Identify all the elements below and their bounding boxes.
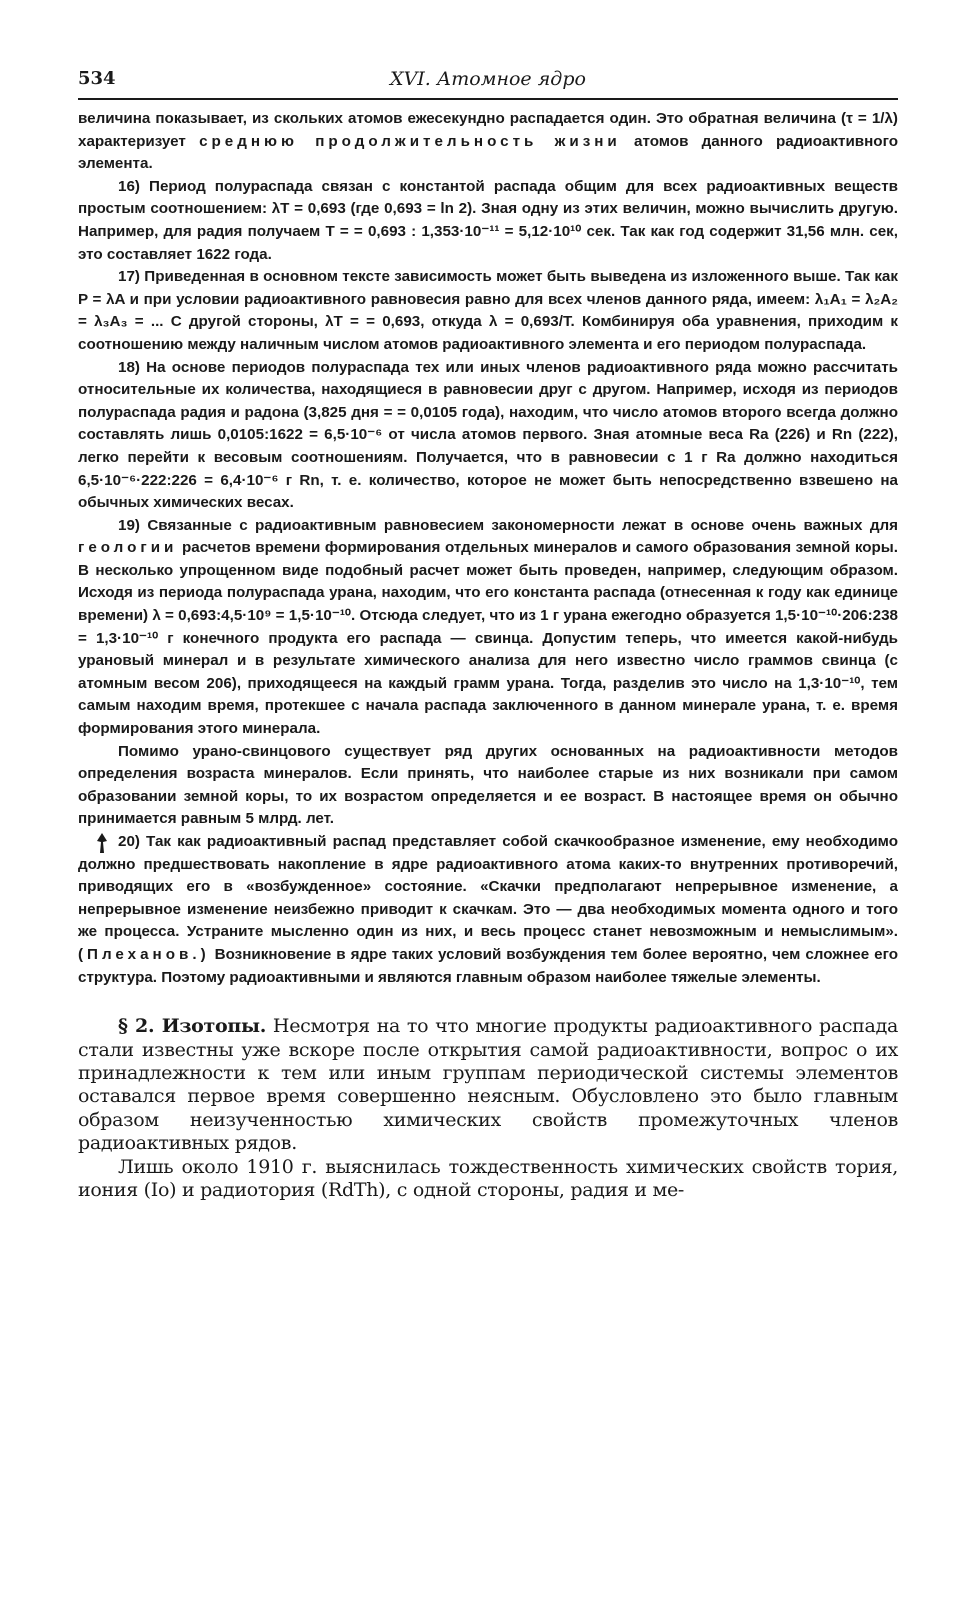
- note-19: [78, 515, 898, 741]
- section-isotopes: [78, 1015, 898, 1202]
- note-continuation: [78, 108, 898, 176]
- section-paragraph-2: Лишь около 1910 г. выяснилась тождественность химических свойств тория, иония (Io) и радиотория (RdTh), с одной стороны, радия и ме-: [78, 1155, 898, 1201]
- margin-mark-icon: [56, 833, 68, 853]
- spaced-author: (Плеханов.): [78, 945, 210, 963]
- section-paragraph-1: [78, 1015, 898, 1155]
- note-continuation-text: величина показывает, из скольких атомов ежесекундно распадается один. Это обратная величина (τ = 1/λ) характеризует: [78, 110, 898, 150]
- running-title: XVI. Атомное ядро: [390, 68, 586, 90]
- note-19-end: расчетов времени формирования отдельных минералов и самого образования земной коры. В несколько упрощенном виде подобный расчет может быть проведен, например, следующим образом. Исходя из периода полураспада урана, находим, что его константа распада (отнесенная к году как единице времени) λ = 0,693:4,5·10⁹ = 1,5·10⁻¹⁰. Отсюда следует, что из 1 г урана ежегодно образуется 1,5·10⁻¹⁰·206:238 = 1,3·10⁻¹⁰ г конечного продукта его распада — свинца. Допустим теперь, что имеется какой-нибудь урановый минерал и в результате химического анализа для него известно число граммов свинца (с атомным весом 206), приходящееся на каждый грамм урана. Тогда, разделив это число на 1,3·10⁻¹⁰, тем самым находим время, протекшее с начала распада заключенного в данном минерале урана, т. е. время формирования этого минерала.: [78, 539, 898, 738]
- note-20: [78, 831, 898, 989]
- note-20-end: Возникновение в ядре таких условий возбуждения тем более вероятно, чем сложнее его структура. Поэтому радиоактивными и являются главным образом наиболее тяжелые элементы.: [78, 945, 898, 986]
- note-16: 16) Период полураспада связан с константой распада общим для всех радиоактивных веществ простым соотношением: λT = 0,693 (где 0,693 = ln 2). Зная одну из этих величин, можно вычислить другую. Например, для радия получаем T = = 0,693 : 1,353·10⁻¹¹ = 5,12·10¹⁰ сек. Так как год содержит 31,56 млн. сек, это составляет 1622 года.: [78, 177, 898, 263]
- note-continuation-end: атомов данного радиоактивного элемента.: [78, 132, 898, 173]
- footnotes-block: [78, 108, 898, 989]
- section-heading: § 2. Изотопы.: [118, 1015, 267, 1038]
- page-header: [78, 62, 898, 100]
- note-17: 17) Приведенная в основном тексте зависимость может быть выведена из изложенного выше. Так как P = λA и при условии радиоактивного равновесия равно для всех членов данного ряда, имеем: λ₁A₁ = λ₂A₂ = λ₃A₃ = ... С другой стороны, λT = = 0,693, откуда λ = 0,693/T. Комбинируя оба уравнения, приходим к соотношению между наличным числом атомов радиоактивного элемента и его периодом полураспада.: [78, 268, 898, 353]
- page-number: 534: [78, 68, 116, 89]
- spaced-emphasis: среднюю продолжительность жизни: [199, 132, 621, 150]
- note-20-start: 20) Так как радиоактивный распад представляет собой скачкообразное изменение, ему необходимо должно предшествовать накопление в ядре радиоактивного атома каких-то внутренних противоречий, приводящих его в «возбужденное» состояние. «Скачки предполагают непрерывное изменение, а непрерывное изменение неизбежно приводит к скачкам. Это — два необходимых момента одного и того же процесса. Устраните мысленно один из них, и весь процесс станет невозможным и немыслимым».: [78, 833, 898, 941]
- section-paragraph-1-text: Несмотря на то что многие продукты радиоактивного распада стали известны уже вскоре после открытия самой радиоактивности, вопрос о их принадлежности к тем или иным группам периодической системы элементов оставался первое время совершенно неясным. Обусловлено это было главным образом неизученностью химических свойств промежуточных членов радиоактивных рядов.: [78, 1015, 898, 1155]
- note-19-continuation: Помимо урано-свинцового существует ряд других основанных на радиоактивности методов определения возраста минералов. Если принять, что наиболее старые из них возникали при самом образовании земной коры, то их возрастом определяется и ее возраст. В настоящее время он обычно принимается равным 5 млрд. лет.: [78, 742, 898, 828]
- note-19-start: 19) Связанные с радиоактивным равновесием закономерности лежат в основе очень важных для: [118, 516, 898, 534]
- book-page: [78, 62, 898, 1202]
- note-18: 18) На основе периодов полураспада тех или иных членов радиоактивного ряда можно рассчитать относительные их количества, находящиеся в равновесии друг с другом. Например, исходя из периодов полураспада радия и радона (3,825 дня = = 0,0105 года), находим, что число атомов второго всегда должно составлять лишь 0,0105:1622 = 6,5·10⁻⁶ от числа атомов первого. Зная атомные веса Ra (226) и Rn (222), легко перейти к весовым соотношениям. Получается, что в равновесии с 1 г Ra должно находиться 6,5·10⁻⁶·222:226 = 6,4·10⁻⁶ г Rn, т. е. количество, которое не может быть непосредственно взвешено на обычных химических весах.: [78, 358, 898, 512]
- spaced-emphasis: геологии: [78, 539, 178, 557]
